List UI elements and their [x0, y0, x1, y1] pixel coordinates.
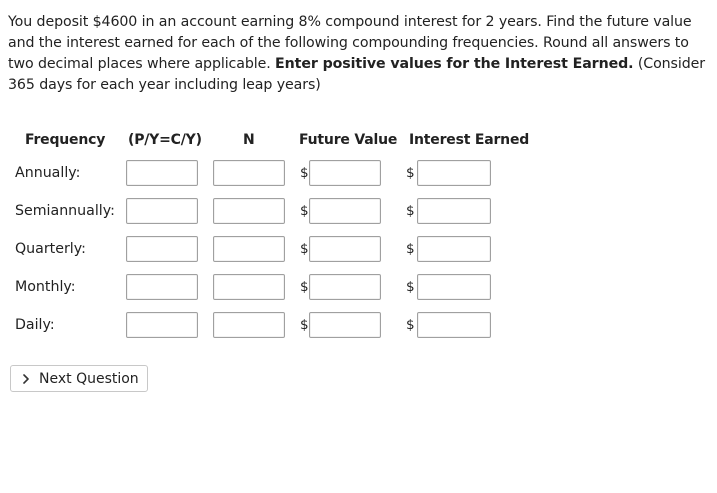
ie-dollar-sign-semiannually: $ — [406, 203, 415, 219]
chevron-right-icon — [21, 373, 31, 385]
row-label-semiannually: Semiannually: — [15, 203, 115, 219]
n-input-quarterly[interactable] — [213, 236, 285, 262]
py-input-daily[interactable] — [126, 312, 198, 338]
header-future-value: Future Value — [299, 132, 398, 148]
header-n: N — [243, 132, 255, 148]
future-value-input-annually[interactable] — [309, 160, 381, 186]
header-interest-earned: Interest Earned — [409, 132, 530, 148]
py-input-annually[interactable] — [126, 160, 198, 186]
fv-dollar-sign-daily: $ — [300, 317, 309, 333]
interest-earned-input-semiannually[interactable] — [417, 198, 491, 224]
n-input-annually[interactable] — [213, 160, 285, 186]
n-input-semiannually[interactable] — [213, 198, 285, 224]
interest-earned-input-annually[interactable] — [417, 160, 491, 186]
row-label-daily: Daily: — [15, 317, 55, 333]
fv-dollar-sign-semiannually: $ — [300, 203, 309, 219]
py-input-semiannually[interactable] — [126, 198, 198, 224]
question-tail: (Consider 365 days for each year including leap years) — [8, 56, 705, 93]
py-input-monthly[interactable] — [126, 274, 198, 300]
row-label-annually: Annually: — [15, 165, 81, 181]
fv-dollar-sign-quarterly: $ — [300, 241, 309, 257]
interest-earned-input-monthly[interactable] — [417, 274, 491, 300]
row-label-monthly: Monthly: — [15, 279, 76, 295]
ie-dollar-sign-quarterly: $ — [406, 241, 415, 257]
question-main: You deposit $4600 in an account earning 8% compound interest for 2 years. Find the future value and the interest earned for each of the following compounding frequencies. Round all answers to two decimal places where applicable. — [8, 14, 692, 72]
future-value-input-daily[interactable] — [309, 312, 381, 338]
next-question-label: Next Question — [39, 370, 139, 387]
n-input-daily[interactable] — [213, 312, 285, 338]
question-bold-instruction: Enter positive values for the Interest Earned. — [275, 56, 634, 72]
header-py: (P/Y=C/Y) — [128, 132, 202, 148]
question-text — [8, 12, 711, 96]
row-label-quarterly: Quarterly: — [15, 241, 86, 257]
fv-dollar-sign-annually: $ — [300, 165, 309, 181]
ie-dollar-sign-monthly: $ — [406, 279, 415, 295]
header-frequency: Frequency — [25, 132, 106, 148]
fv-dollar-sign-monthly: $ — [300, 279, 309, 295]
interest-earned-input-daily[interactable] — [417, 312, 491, 338]
next-question-button[interactable] — [10, 365, 148, 392]
future-value-input-semiannually[interactable] — [309, 198, 381, 224]
ie-dollar-sign-annually: $ — [406, 165, 415, 181]
ie-dollar-sign-daily: $ — [406, 317, 415, 333]
py-input-quarterly[interactable] — [126, 236, 198, 262]
n-input-monthly[interactable] — [213, 274, 285, 300]
future-value-input-monthly[interactable] — [309, 274, 381, 300]
future-value-input-quarterly[interactable] — [309, 236, 381, 262]
interest-earned-input-quarterly[interactable] — [417, 236, 491, 262]
